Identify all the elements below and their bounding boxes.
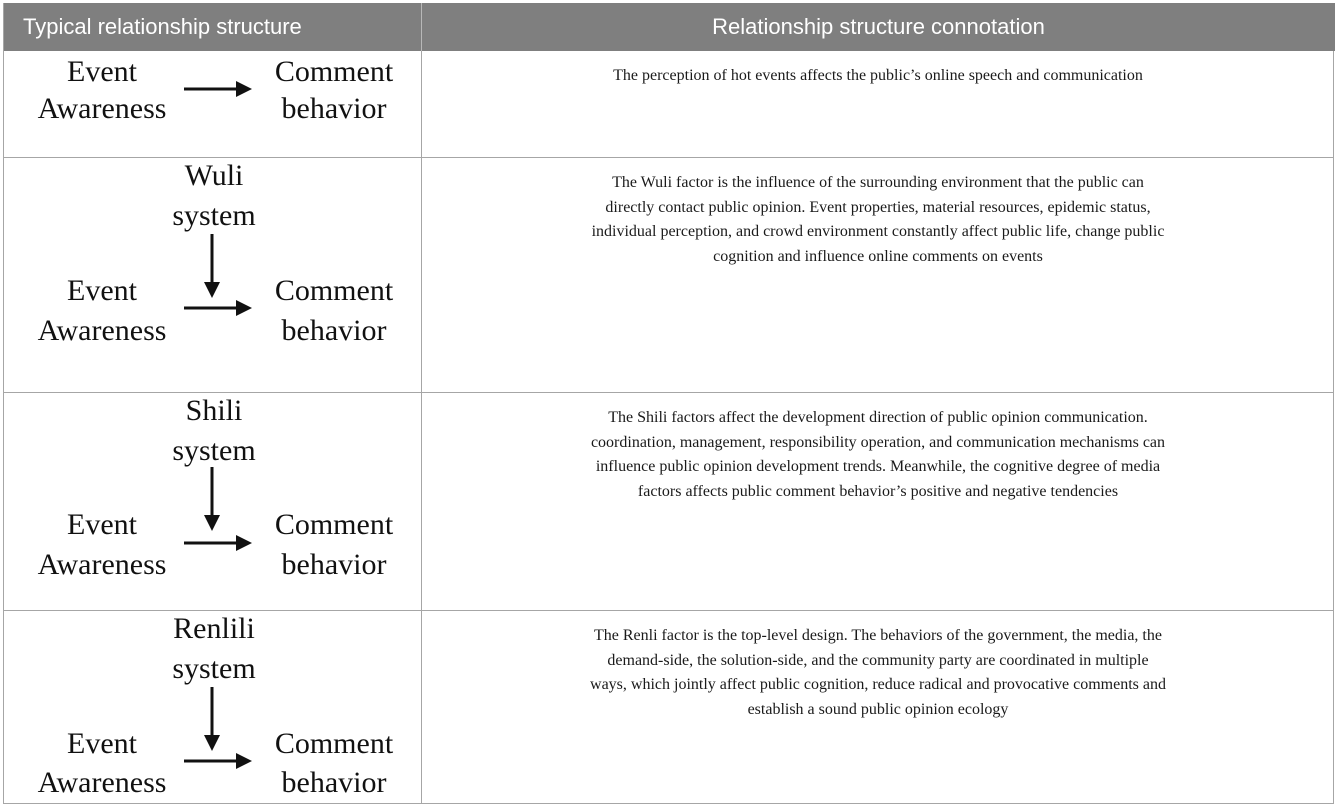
system-word-label: system (172, 199, 256, 232)
table-row (4, 393, 1334, 611)
connotation-text: The perception of hot events affects the public’s online speech and communication (613, 67, 1143, 84)
table-row (4, 611, 1334, 804)
system-name-label: Renlili (173, 612, 255, 645)
system-name-label: Wuli (184, 159, 244, 192)
comment-label: Comment (274, 727, 394, 760)
event-label: Event (67, 274, 137, 307)
table-row (4, 51, 1334, 158)
header-typical-structure: Typical relationship structure (23, 14, 302, 39)
connotation-text: The Wuli factor is the influence of the surrounding environment that the public can directly contact public opinion. Event properties, material resources, epidemic status, individual perception, and crowd environment constantly affect public life, change public cognition and influence online comments on events (591, 174, 1165, 265)
connotation-text: The Shili factors affect the development direction of public opinion communication. coordination, management, responsibility operation, and communication mechanisms can influence public opinion development trends. Meanwhile, the cognitive degree of media factors affects public comment behavior’s positive and negative tendencies (590, 409, 1166, 500)
awareness-label: Awareness (37, 92, 167, 125)
system-name-label: Shili (185, 394, 243, 427)
connotation-text: The Renli factor is the top-level design. The behaviors of the government, the media, the demand-side, the solution-side, and the community party are coordinated in multiple ways, which jointly affect public cognition, reduce radical and provocative comments and establish a sound public opinion ecology (590, 627, 1166, 718)
relationship-diagram (4, 611, 421, 804)
arrows-icon (4, 393, 421, 611)
behavior-label: behavior (281, 548, 387, 581)
comment-label: Comment (274, 55, 394, 88)
table-header (4, 3, 1335, 51)
awareness-label: Awareness (37, 548, 167, 581)
behavior-label: behavior (281, 92, 387, 125)
arrows-icon (4, 611, 421, 804)
comment-label: Comment (274, 508, 394, 541)
behavior-label: behavior (281, 314, 387, 347)
header-connotation: Relationship structure connotation (712, 14, 1045, 39)
awareness-label: Awareness (37, 766, 167, 799)
relationship-diagram (4, 158, 421, 392)
comment-label: Comment (274, 274, 394, 307)
table-row (4, 158, 1334, 393)
event-label: Event (67, 727, 137, 760)
event-label: Event (67, 55, 137, 88)
behavior-label: behavior (281, 766, 387, 799)
system-word-label: system (172, 434, 256, 467)
system-word-label: system (172, 652, 256, 685)
relationship-diagram (4, 51, 421, 157)
arrows-icon (4, 158, 421, 393)
horizontal-arrow-icon (4, 51, 421, 158)
relationship-diagram (4, 393, 421, 610)
relationship-table (3, 3, 1334, 804)
awareness-label: Awareness (37, 314, 167, 347)
event-label: Event (67, 508, 137, 541)
